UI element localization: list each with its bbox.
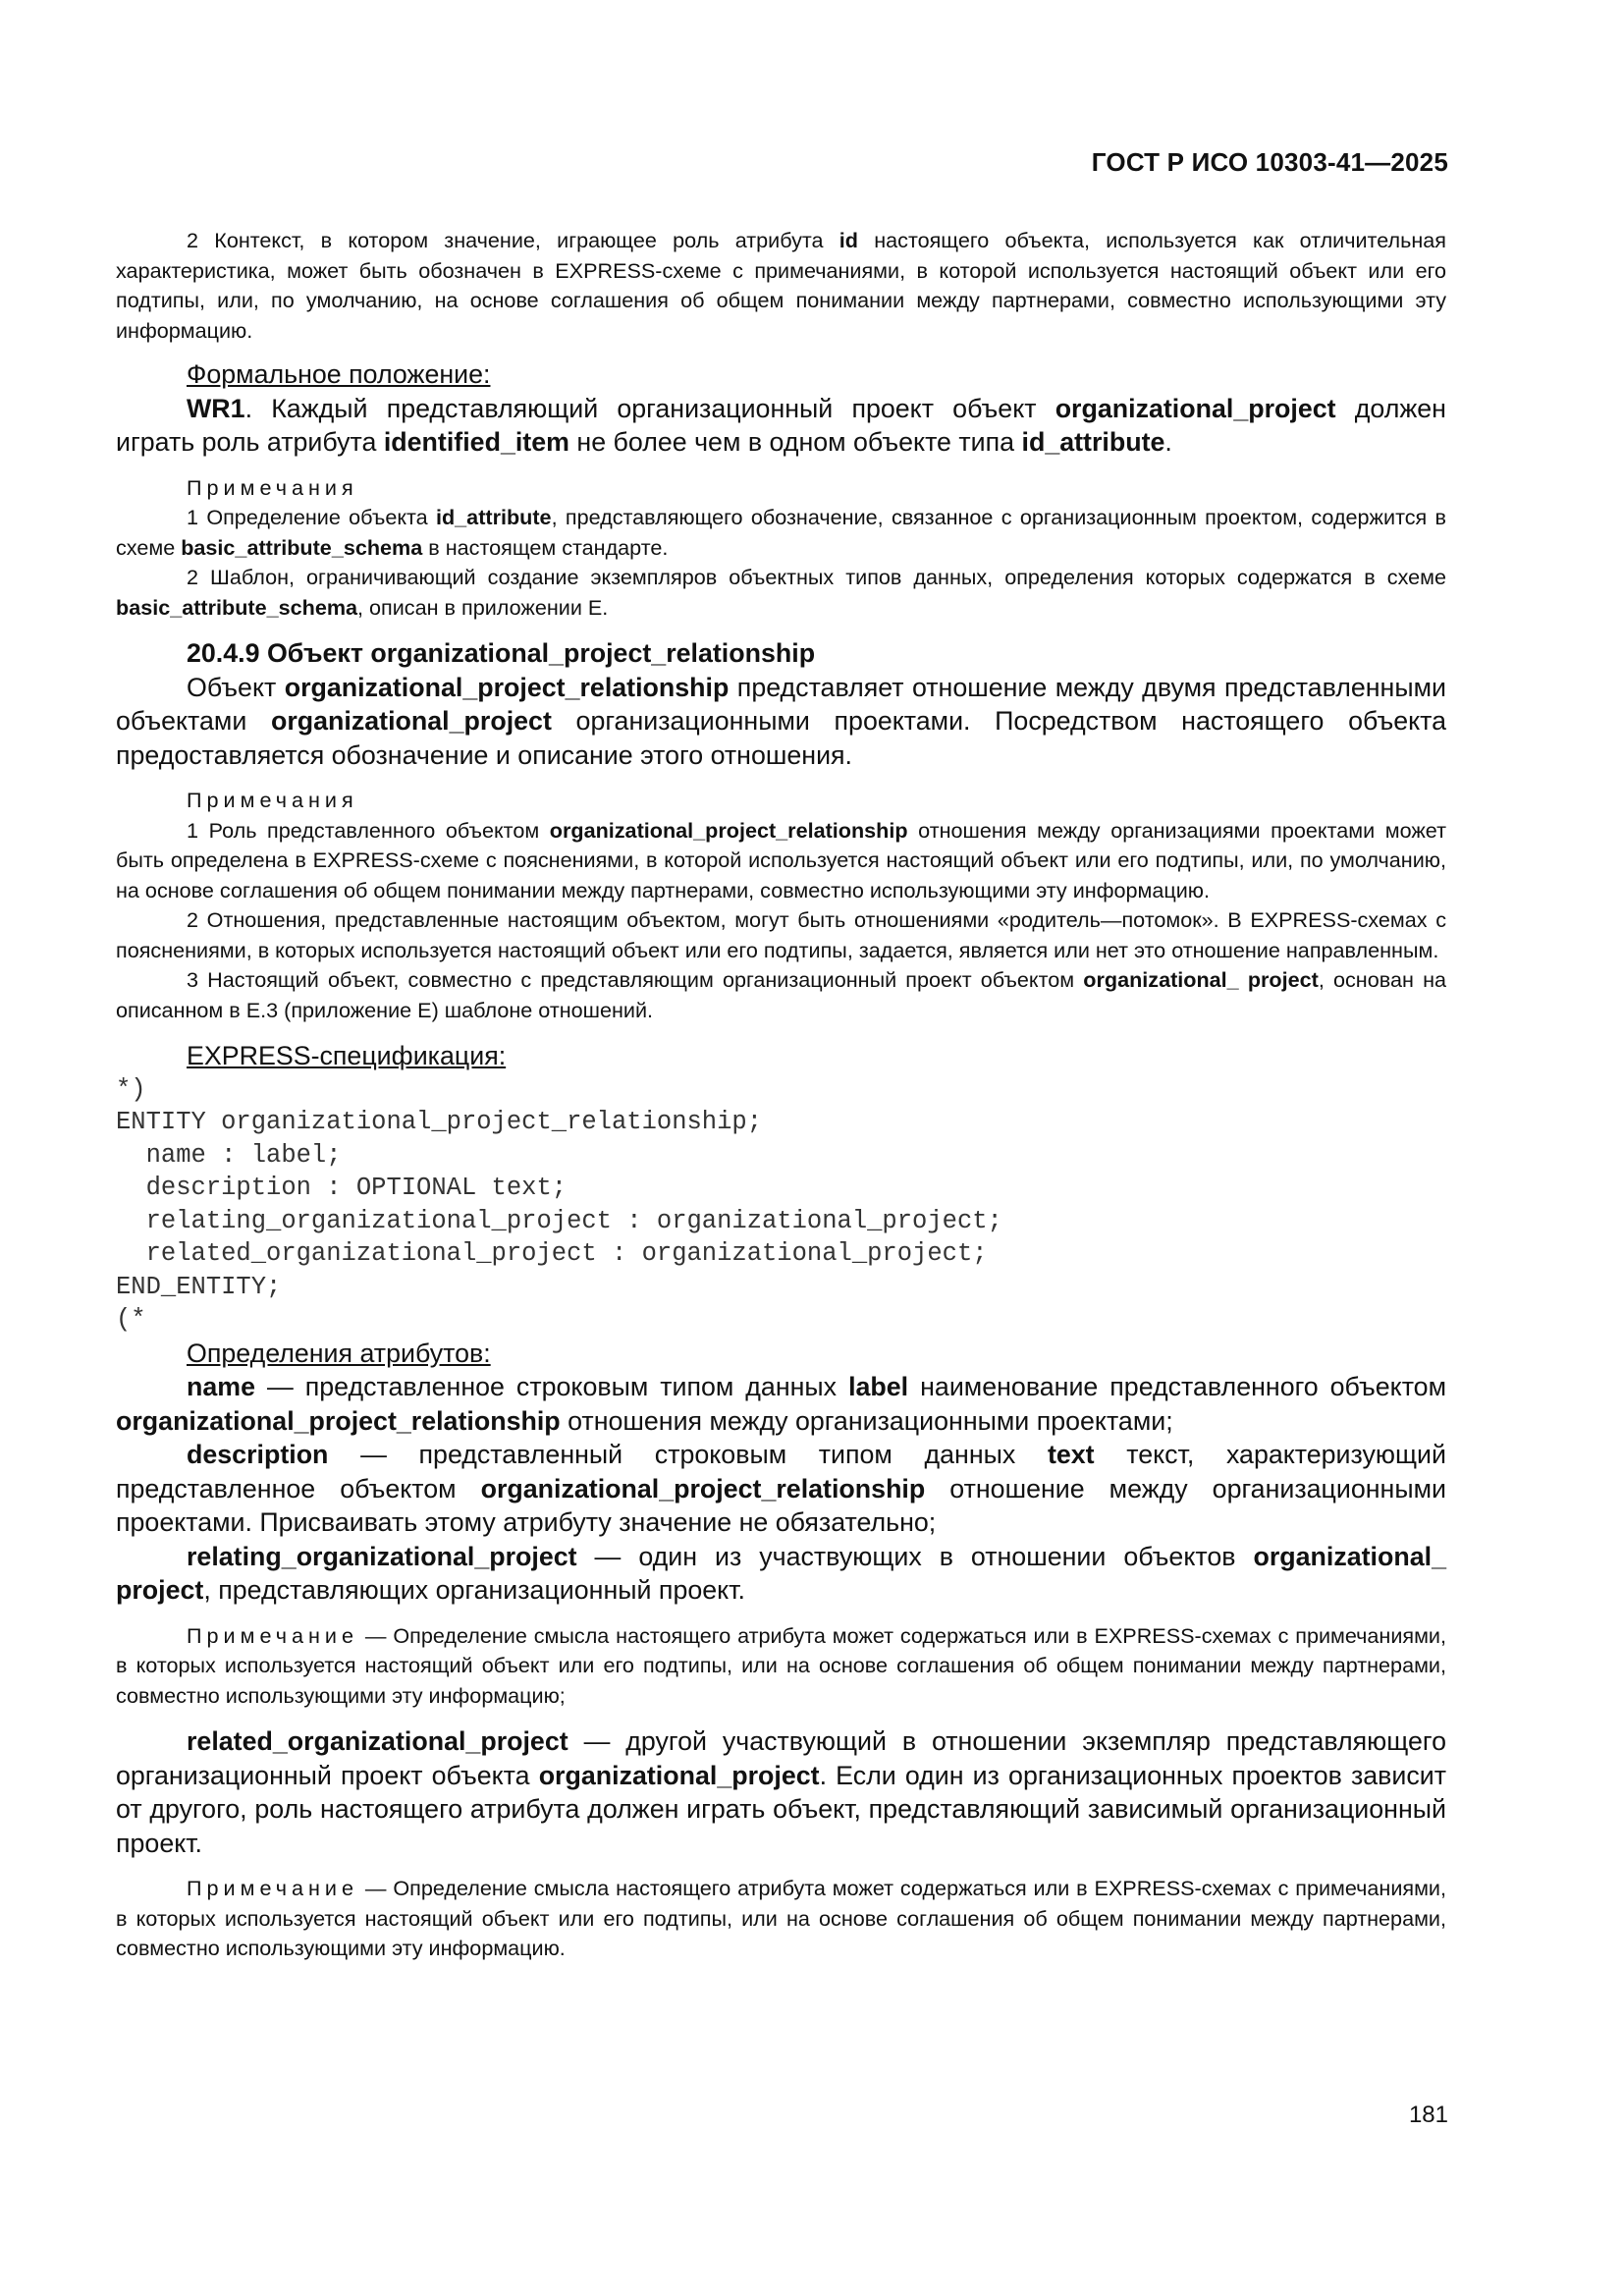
- section-label: EXPRESS-спецификация:: [187, 1041, 507, 1070]
- page-number: 181: [1408, 2102, 1448, 2128]
- paragraph: [116, 1724, 1446, 1860]
- note-label: Примечание: [187, 1876, 358, 1900]
- note-label: Примечание: [187, 1622, 358, 1648]
- bold-term: organizational_project_relationship: [480, 1473, 926, 1503]
- text-run: .: [1164, 427, 1172, 457]
- paragraph: [116, 563, 1446, 623]
- text-run: . Каждый представляющий организационный проект объект: [244, 393, 1055, 423]
- text-run: текст, характеризующий представленное объектом: [116, 1440, 1446, 1503]
- bold-term: identified_item: [383, 427, 569, 457]
- bold-term: organizational_ project: [116, 1541, 1446, 1605]
- text-run: Объект: [187, 672, 285, 702]
- bold-term: text: [1047, 1440, 1095, 1469]
- paragraph: [116, 503, 1446, 563]
- bold-term: label: [848, 1372, 909, 1401]
- paragraph: [116, 1370, 1446, 1438]
- paragraph: [116, 1438, 1446, 1540]
- text-run: — Определение смысла настоящего атрибута может содержаться или в EXPRESS-схемах с примечаниями, в которых используется настоящий объект или его подтипы, или на основе соглашения об общем понимании между партнерами, совместно использующими эту информацию.: [116, 1876, 1446, 1960]
- text-run: 2 Контекст, в котором значение, играющее роль атрибута: [187, 228, 839, 252]
- text-run: — один из участвующих в отношении объектов: [576, 1541, 1254, 1571]
- text-run: — другой участвующий в отношении экземпляр представляющего организационный проект объекта: [116, 1726, 1446, 1790]
- bold-term: organizational_ project: [1083, 967, 1319, 992]
- bold-term: id_attribute: [1021, 427, 1165, 457]
- bold-term: WR1: [187, 393, 245, 423]
- paragraph: [116, 1874, 1446, 1964]
- document-body: [116, 226, 1446, 1964]
- text-run: — представленное строковым типом данных: [255, 1372, 849, 1401]
- bold-term: basic_attribute_schema: [116, 594, 358, 620]
- bold-term: name: [187, 1372, 256, 1401]
- bold-term: organizational_project: [1055, 393, 1336, 423]
- bold-term: organizational_project_relationship: [549, 817, 908, 843]
- text-run: отношение между организационными проектами. Присваивать этому атрибуту значение не обязательно;: [116, 1473, 1446, 1537]
- paragraph: [116, 905, 1446, 965]
- paragraph: [116, 816, 1446, 906]
- text-run: отношения между организационными проектами;: [560, 1405, 1173, 1436]
- bold-term: id: [839, 228, 858, 252]
- paragraph: [116, 786, 1446, 816]
- section-label: Формальное положение:: [187, 359, 491, 389]
- text-run: 1 Роль представленного объектом: [187, 817, 550, 843]
- paragraph: [116, 1337, 1446, 1371]
- bold-term: organizational_project_relationship: [284, 672, 730, 702]
- text-run: отношения между организациями проектами может быть определена в EXPRESS-схеме с пояснениями, в которой используется настоящий объект или его подтипы, или, по умолчанию, на основе соглашения об общем понимании между партнерами, совместно использующими эту информацию.: [116, 817, 1446, 902]
- section-label: Определения атрибутов:: [187, 1338, 491, 1368]
- text-run: наименование представленного объектом: [908, 1372, 1446, 1401]
- text-run: настоящего объекта, используется как отличительная характеристика, может быть обозначен в EXPRESS-схеме с примечаниями, в которой используется настоящий объект или его подтипы, или, по умолчанию, на основе соглашения об общем понимании между партнерами, совместно использующими эту информацию.: [116, 228, 1446, 343]
- text-run: в настоящем стандарте.: [422, 534, 669, 560]
- text-run: организационными проектами. Посредством настоящего объекта предоставляется обозначение и описание этого отношения.: [116, 706, 1446, 770]
- bold-term: description: [187, 1440, 329, 1469]
- note-label: Примечания: [187, 474, 358, 500]
- text-run: 2 Шаблон, ограничивающий создание экземпляров объектных типов данных, определения которых содержатся в схеме: [187, 565, 1446, 589]
- bold-term: organizational_project: [538, 1760, 820, 1790]
- paragraph: [116, 226, 1446, 346]
- text-run: — Определение смысла настоящего атрибута может содержаться или в EXPRESS-схемах с примечаниями, в которых используется настоящий объект или его подтипы, или на основе соглашения об общем понимании между партнерами, совместно использующими эту информацию;: [116, 1622, 1446, 1708]
- paragraph: [116, 1540, 1446, 1608]
- paragraph: [116, 1621, 1446, 1712]
- paragraph: [116, 671, 1446, 773]
- paragraph: [116, 1039, 1446, 1073]
- paragraph: [116, 473, 1446, 504]
- text-run: 2 Отношения, представленные настоящим объектом, могут быть отношениями «родитель—потомок». В EXPRESS-схемах с пояснениями, в которых используется настоящий объект или его подтипы, задается, является или нет это отношение направленным.: [116, 907, 1446, 962]
- text-run: *) ENTITY organizational_project_relationship; name : label; description : OPTIONAL text; relating_organizational_project : organizational_project; related_organizational_project : organizational_project; END_ENTITY; (*: [116, 1074, 1002, 1334]
- bold-term: organizational_project_relationship: [116, 1405, 561, 1436]
- text-run: . Если один из организационных проектов зависит от другого, роль настоящего атрибута должен играть объект, представляющий зависимый организационный проект.: [116, 1760, 1446, 1858]
- paragraph: [116, 392, 1446, 460]
- text-run: , основан на описанном в E.3 (приложение E) шаблоне отношений.: [116, 967, 1447, 1022]
- text-run: 1 Определение объекта: [187, 505, 436, 529]
- paragraph: [116, 965, 1446, 1025]
- text-run: 3 Настоящий объект, совместно с представляющим организационный проект объектом: [187, 967, 1084, 992]
- bold-term: related_organizational_project: [187, 1726, 568, 1756]
- text-run: , описан в приложении E.: [357, 594, 609, 620]
- paragraph: [116, 636, 1446, 671]
- bold-term: id_attribute: [435, 505, 552, 529]
- text-run: должен играть роль атрибута: [116, 393, 1446, 457]
- paragraph: [116, 357, 1446, 392]
- text-run: не более чем в одном объекте типа: [568, 427, 1022, 457]
- bold-term: basic_attribute_schema: [181, 534, 423, 560]
- text-run: , представляющего обозначение, связанное с организационным проектом, содержится в схеме: [116, 505, 1446, 560]
- text-run: , представляющих организационный проект.: [203, 1575, 745, 1605]
- bold-term: relating_organizational_project: [187, 1541, 577, 1571]
- bold-term: 20.4.9 Объект organizational_project_relationship: [187, 638, 816, 668]
- bold-term: organizational_project: [270, 706, 552, 736]
- express-code-block: [116, 1073, 1446, 1337]
- text-run: представляет отношение между двумя представленными объектами: [116, 672, 1446, 736]
- note-label: Примечания: [187, 788, 358, 812]
- document-header: ГОСТ Р ИСО 10303-41—2025: [1091, 147, 1448, 177]
- text-run: — представленный строковым типом данных: [328, 1440, 1048, 1469]
